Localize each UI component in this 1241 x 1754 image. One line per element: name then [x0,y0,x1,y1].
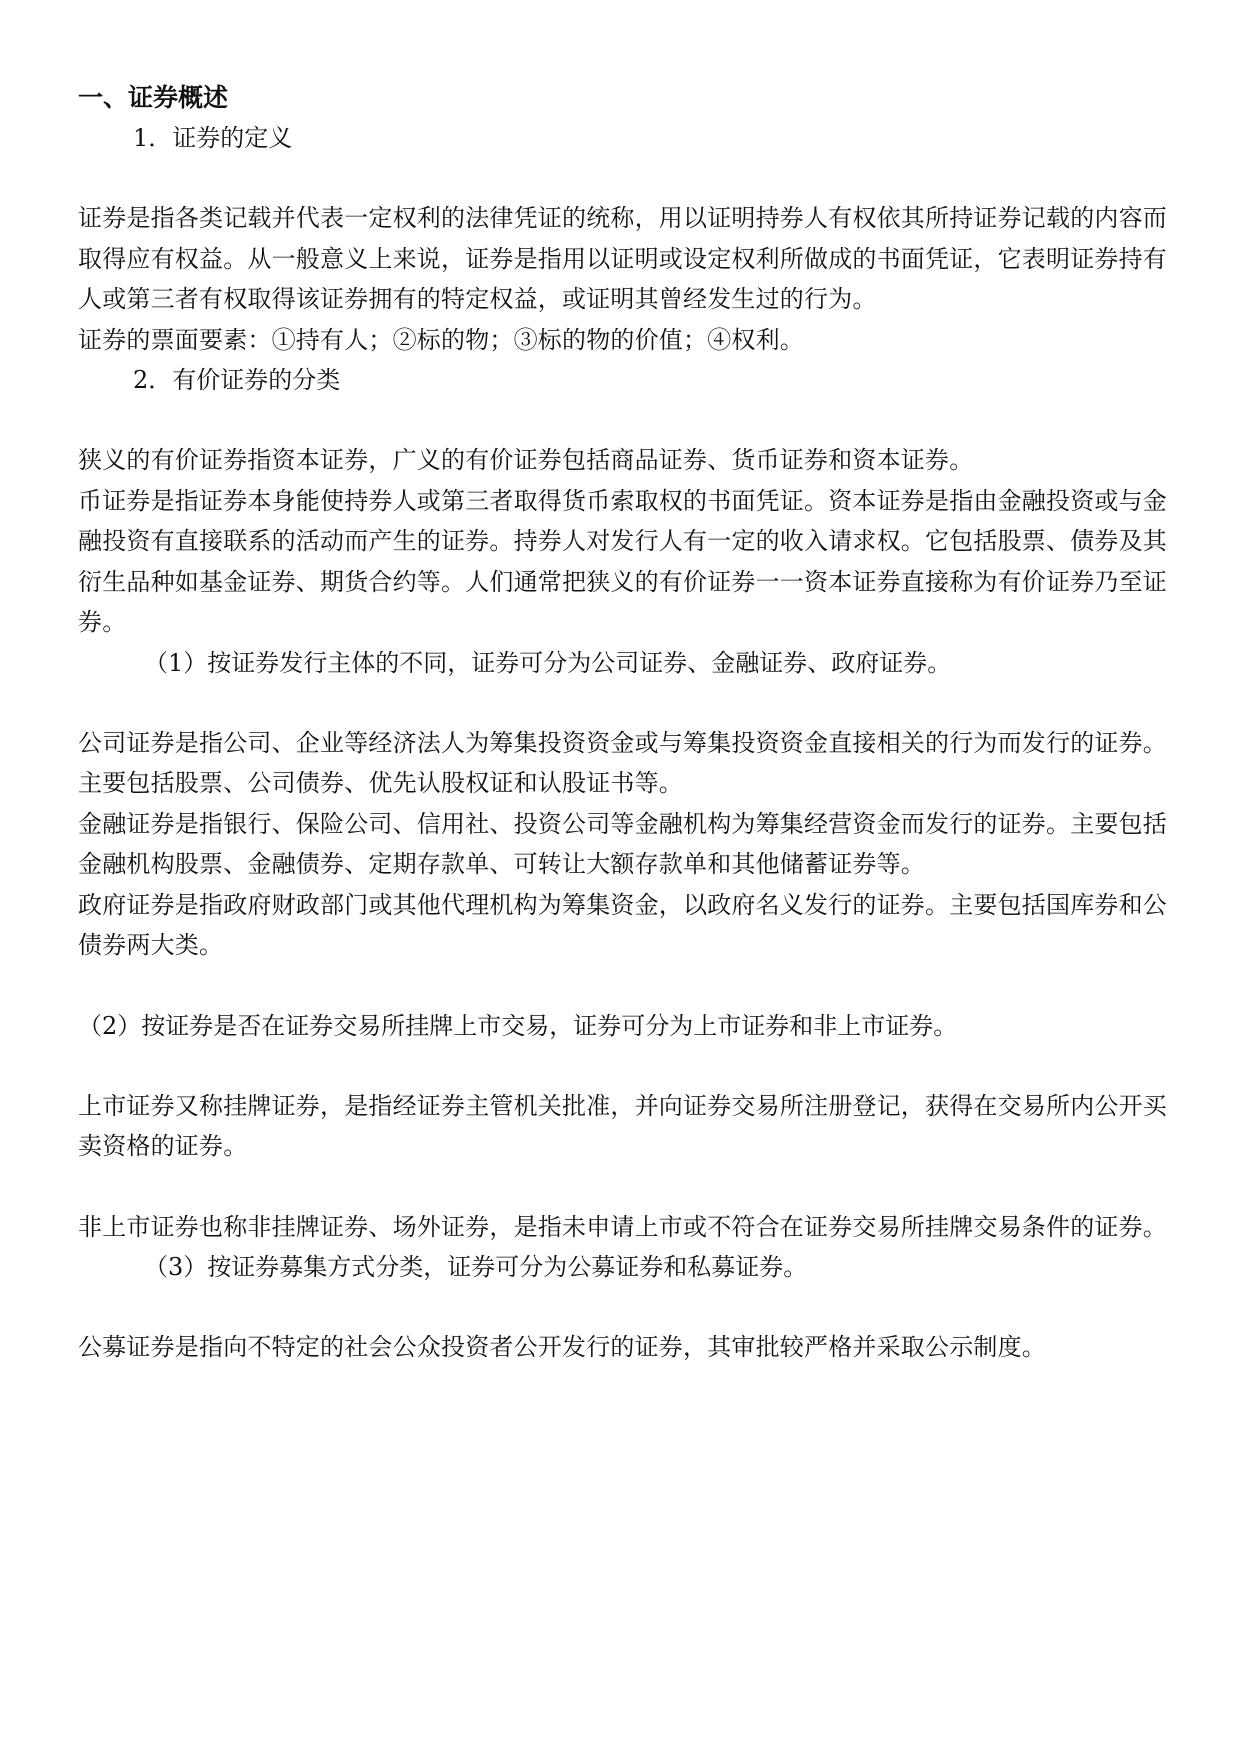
subheading-by-issuer: （1）按证券发行主体的不同，证券可分为公司证券、金融证券、政府证券。 [144,648,952,677]
paragraph-definition: 证券是指各类记载并代表一定权利的法律凭证的统称，用以证明持券人有权依其所持证券记载的内容而取得应有权益。从一般意义上来说，证券是指用以证明或设定权利所做成的书面凭证，它表明证券持有人或第三者有权取得该证券拥有的特定权益，或证明其曾经发生过的行为。 [78,204,1167,313]
section-heading: 一、证券概述 [78,83,229,112]
paragraph-corporate: 公司证券是指公司、企业等经济法人为筹集投资资金或与筹集投资资金直接相关的行为而发行的证券。主要包括股票、公司债券、优先认股权证和认股证书等。 [78,728,1167,797]
document-page [78,78,1178,1368]
subheading-definition: 1．证券的定义 [133,124,293,152]
paragraph-elements: 证券的票面要素：①持有人；②标的物；③标的物的价值；④权利。 [78,325,804,354]
paragraph-narrow-broad: 狭义的有价证券指资本证券，广义的有价证券包括商品证券、货币证券和资本证券。 [78,446,974,474]
paragraph-currency-capital: 币证券是指证券本身能使持券人或第三者取得货币索取权的书面凭证。资本证券是指由金融投资或与金融投资有直接联系的活动而产生的证券。持券人对发行人有一定的收入请求权。它包括股票、债券及其衍生品种如基金证券、期货合约等。人们通常把狭义的有价证券一一资本证券直接称为有价证券乃至证券。 [78,486,1167,636]
subheading-by-offering: （3）按证券募集方式分类，证券可分为公募证券和私募证券。 [144,1253,808,1281]
subheading-by-listing: （2）按证券是否在证券交易所挂牌上市交易，证券可分为上市证券和非上市证券。 [78,1011,958,1040]
paragraph-public-offering: 公募证券是指向不特定的社会公众投资者公开发行的证券，其审批较严格并采取公示制度。 [78,1333,1046,1361]
subheading-classification: 2．有价证券的分类 [133,366,341,394]
paragraph-listed: 上市证券又称挂牌证券，是指经证券主管机关批准，并向证券交易所注册登记，获得在交易所内公开买卖资格的证券。 [78,1091,1167,1160]
paragraph-financial: 金融证券是指银行、保险公司、信用社、投资公司等金融机构为筹集经营资金而发行的证券。主要包括金融机构股票、金融债券、定期存款单、可转让大额存款单和其他储蓄证券等。 [78,809,1167,878]
paragraph-unlisted: 非上市证券也称非挂牌证券、场外证券，是指未申请上市或不符合在证券交易所挂牌交易条件的证券。 [78,1212,1167,1241]
paragraph-government: 政府证券是指政府财政部门或其他代理机构为筹集资金，以政府名义发行的证券。主要包括国库券和公债券两大类。 [78,890,1167,959]
